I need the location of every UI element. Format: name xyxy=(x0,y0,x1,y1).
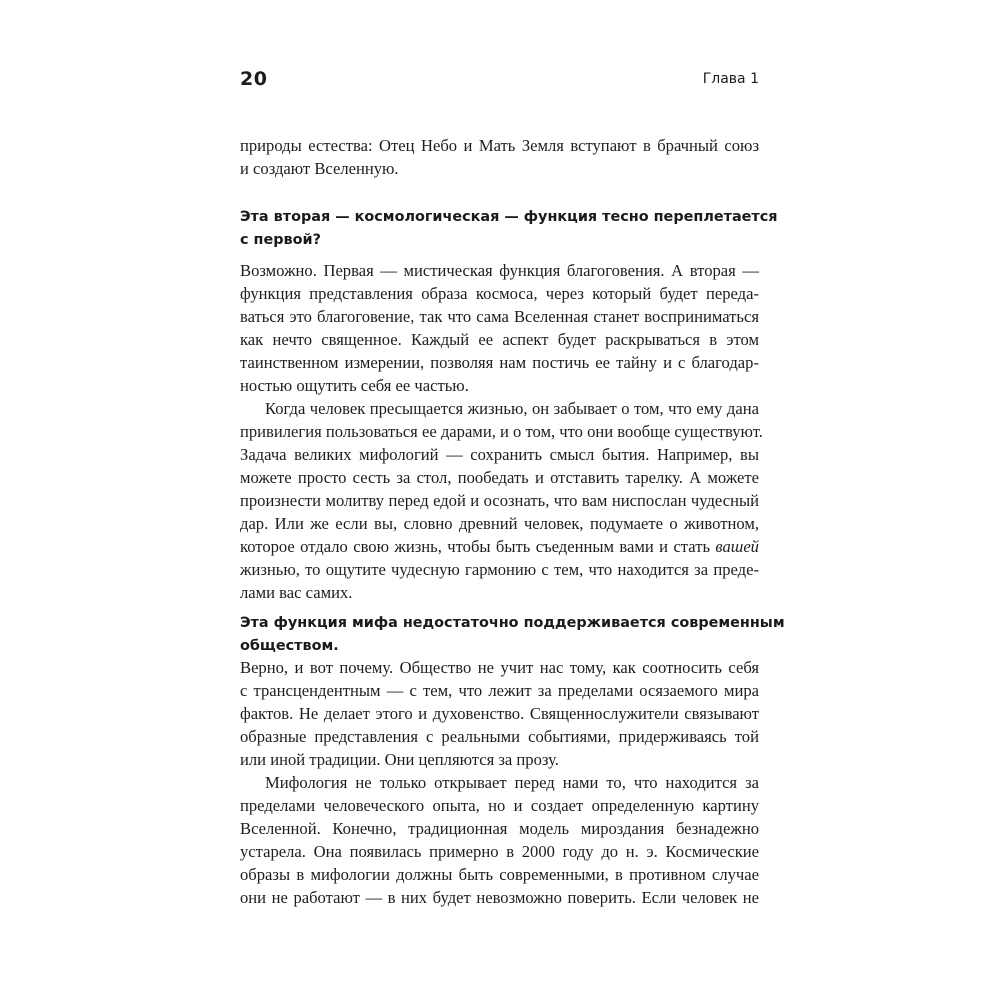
text-line: Возможно. Первая — мистическая функция благоговения. А вторая — xyxy=(240,261,759,280)
question-line: Эта вторая — космологическая — функция тесно переплетается xyxy=(240,209,778,225)
question-line: Эта функция мифа недостаточно поддерживается современным xyxy=(240,615,785,631)
text-line: как нечто священное. Каждый ее аспект будет раскрываться в этом xyxy=(240,330,759,349)
question-heading xyxy=(240,612,785,658)
text-line: Верно, и вот почему. Общество не учит нас тому, как соотносить себя xyxy=(240,658,759,677)
text-line: и создают Вселенную. xyxy=(240,159,399,178)
text-line: ностью ощутить себя ее частью. xyxy=(240,376,469,395)
running-head xyxy=(240,66,759,96)
text-line: устарела. Она появилась примерно в 2000 году до н. э. Космические xyxy=(240,842,759,861)
text-segment: которое отдало свою жизнь, чтобы быть съеденным вами и стать xyxy=(240,537,711,556)
text-line: таинственном измерении, позволяя нам постичь ее тайну и с благодар- xyxy=(240,353,759,372)
emphasized-word: вашей xyxy=(715,537,759,556)
text-line: можете просто сесть за стол, пообедать и отставить тарелку. А можете xyxy=(240,468,759,487)
text-line: природы естества: Отец Небо и Мать Земля вступают в брачный союз xyxy=(240,136,759,155)
question-line: обществом. xyxy=(240,638,339,654)
text-line-with-emphasis xyxy=(240,535,759,558)
question-line: с первой? xyxy=(240,232,321,248)
text-line: они не работают — в них будет невозможно поверить. Если человек не xyxy=(240,888,759,907)
text-line: лами вас самих. xyxy=(240,583,353,602)
answer-paragraph xyxy=(240,656,759,771)
question-heading xyxy=(240,206,778,252)
text-line: произнести молитву перед едой и осознать, что вам ниспослан чудесный xyxy=(240,491,759,510)
page-number: 20 xyxy=(240,68,268,90)
text-line: Мифология не только открывает перед нами то, что находится за xyxy=(265,773,759,792)
text-line: или иной традиции. Они цепляются за прозу. xyxy=(240,750,559,769)
text-line: образные представления с реальными событиями, придерживаясь той xyxy=(240,727,759,746)
intro-paragraph xyxy=(240,134,759,180)
text-line: образы в мифологии должны быть современными, в противном случае xyxy=(240,865,759,884)
answer-paragraph xyxy=(240,397,763,604)
text-line: Задача великих мифологий — сохранить смысл бытия. Например, вы xyxy=(240,445,759,464)
answer-paragraph xyxy=(240,259,759,397)
text-line: Когда человек пресыщается жизнью, он забывает о том, что ему дана xyxy=(265,399,759,418)
text-line: ваться это благоговение, так что сама Вселенная станет восприниматься xyxy=(240,307,759,326)
text-line: привилегия пользоваться ее дарами, и о том, что они вообще существуют. xyxy=(240,422,763,441)
text-line: с трансцендентным — с тем, что лежит за пределами осязаемого мира xyxy=(240,681,759,700)
text-line: Вселенной. Конечно, традиционная модель мироздания безнадежно xyxy=(240,819,759,838)
text-line: фактов. Не делает этого и духовенство. Священнослужители связывают xyxy=(240,704,759,723)
book-page xyxy=(240,0,785,1000)
answer-paragraph xyxy=(240,771,759,909)
text-line: дар. Или же если вы, словно древний человек, подумаете о животном, xyxy=(240,514,759,533)
text-line: пределами человеческого опыта, но и создает определенную картину xyxy=(240,796,759,815)
text-line: жизнью, то ощутите чудесную гармонию с тем, что находится за преде- xyxy=(240,560,759,579)
chapter-label: Глава 1 xyxy=(702,71,759,87)
text-line: функция представления образа космоса, через который будет переда- xyxy=(240,284,759,303)
